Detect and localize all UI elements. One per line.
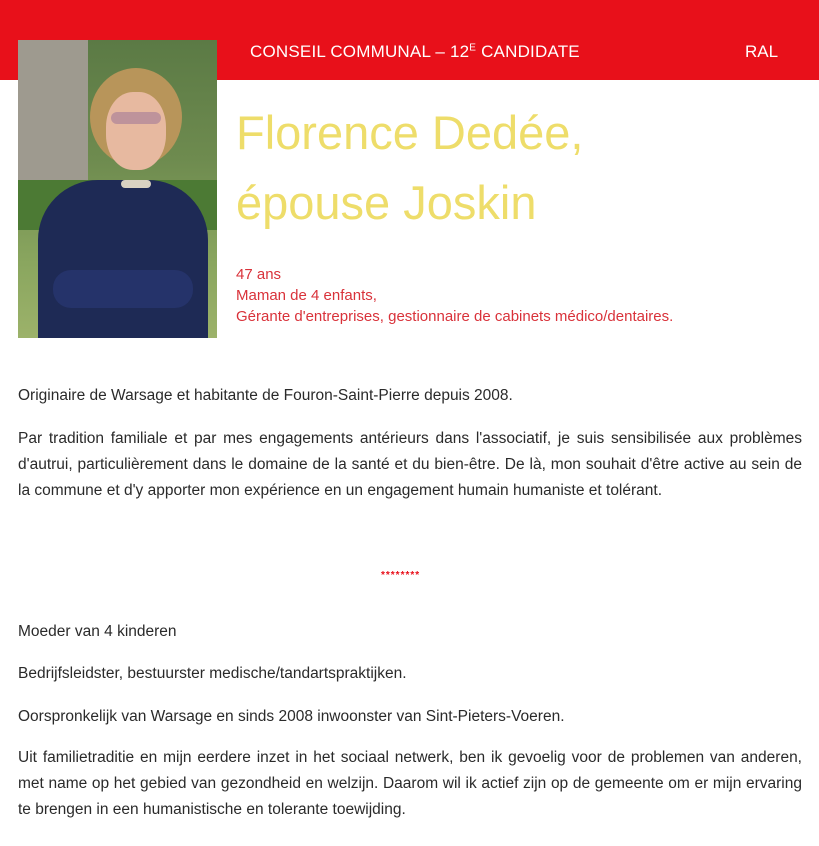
dutch-paragraph-profession: Bedrijfsleidster, bestuurster medische/tandartspraktijken. [18, 665, 407, 682]
french-paragraph-motivation: Par tradition familiale et par mes engagements antérieurs dans l'associatif, je suis sensibilisée aux problèmes d'autrui, particulièrement dans le domaine de la santé et du bien-être. De là, mon souhait d'être active au sein de la commune et d'y apporter mon expérience en un engagement humain humaniste et tolérant. [18, 430, 802, 499]
header-title-suffix: CANDIDATE [476, 42, 580, 61]
header-title-prefix: CONSEIL COMMUNAL – 12 [250, 42, 470, 61]
candidate-facts [236, 264, 673, 327]
candidate-name [236, 98, 583, 238]
dutch-paragraph-children: Moeder van 4 kinderen [18, 623, 177, 640]
dutch-paragraph-origin: Oorspronkelijk van Warsage en sinds 2008 inwoonster van Sint-Pieters-Voeren. [18, 708, 565, 725]
fact-children: Maman de 4 enfants, [236, 287, 377, 304]
french-paragraph-origin: Originaire de Warsage et habitante de Fouron-Saint-Pierre depuis 2008. [18, 387, 513, 404]
party-label: RAL [745, 42, 779, 61]
fact-profession: Gérante d'entreprises, gestionnaire de cabinets médico/dentaires. [236, 308, 674, 325]
candidate-name-line1: Florence Dedée, [236, 106, 584, 159]
header-title-sup: E [469, 42, 477, 54]
section-separator: ******** [381, 570, 421, 581]
header-title [250, 42, 580, 62]
candidate-photo [18, 40, 217, 338]
dutch-paragraph-motivation: Uit familietraditie en mijn eerdere inzet in het sociaal netwerk, ben ik gevoelig voor de problemen van anderen, met name op het gebied van gezondheid en welzijn. Daarom wil ik actief zijn op de gemeente om er mijn ervaring te brengen in een humanistische en tolerante toewijding. [18, 749, 802, 818]
candidate-name-line2: épouse Joskin [236, 176, 537, 229]
fact-age: 47 ans [236, 266, 282, 283]
